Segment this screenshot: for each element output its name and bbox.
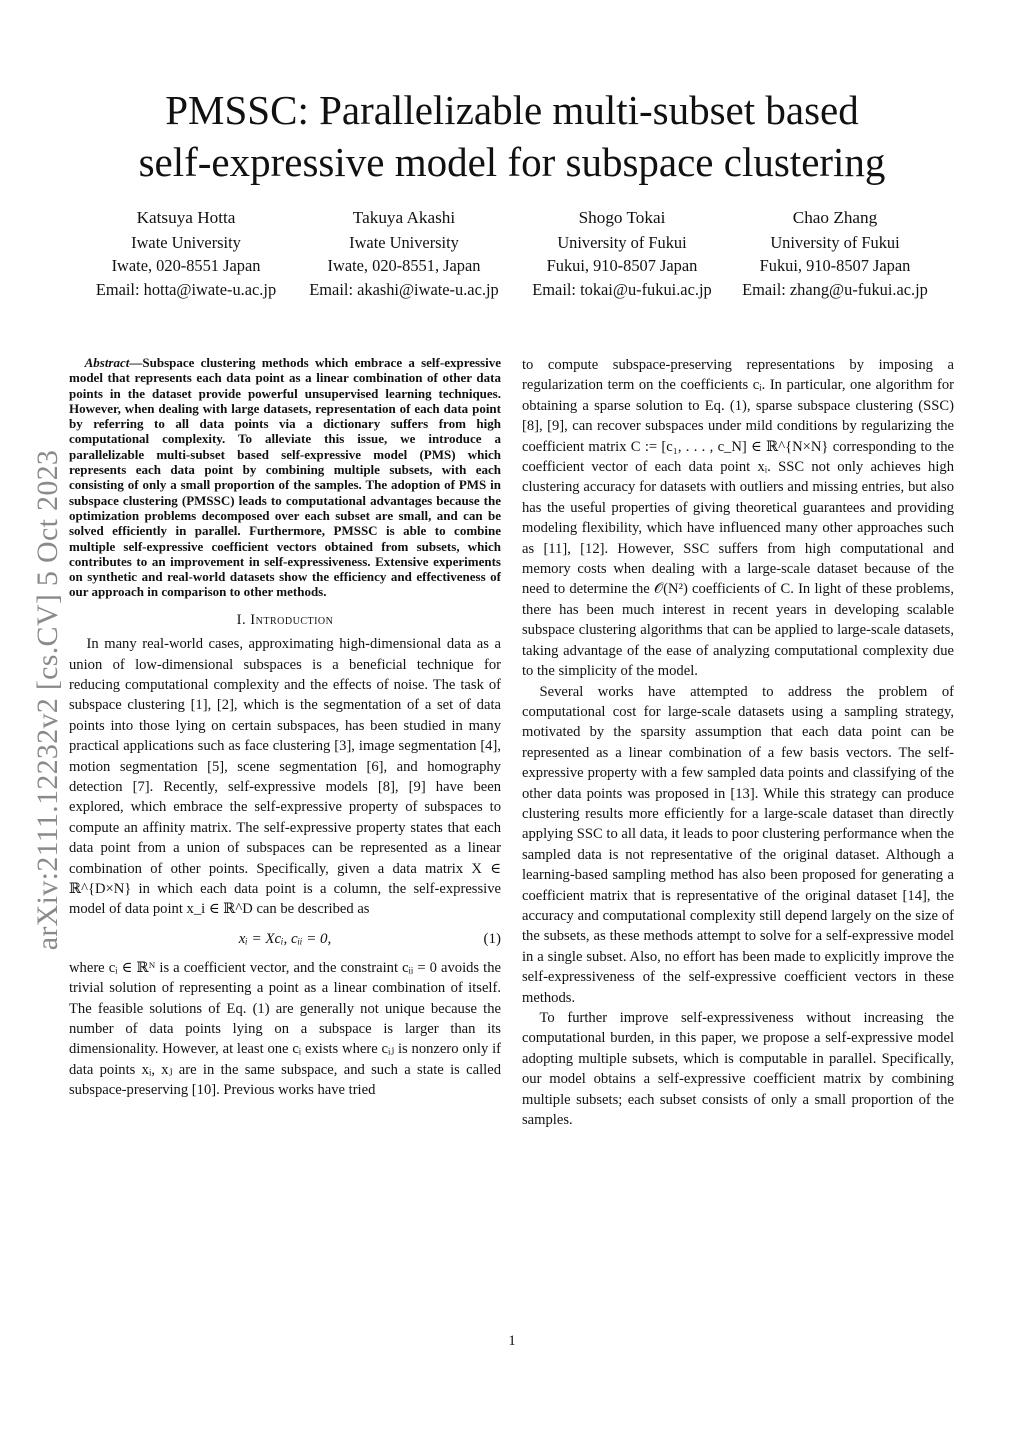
section-title: Introduction [250,611,334,628]
right-paragraph-2: Several works have attempted to address the problem of computational cost for large-scale datasets using a sampling strategy, motivated by the sparsity assumption that each data point can be represented as a linear combination of a few basis vectors. The self-expressive property with a few sampled data points and classifying of the other data points was proposed in [13]. While this strategy can produce clustering results more efficiently for a large-scale dataset than directly applying SSC to all data, it leads to poor clustering performance when the sampled data is not representative of the original dataset. Although a learning-based sampling method has also been proposed for generating a coefficient matrix that is representative of the original dataset [14], the accuracy and computational complexity still depend largely on the size of the subsets, as these methods attempt to solve for a self-expressive model in a single subset. Also, no effort has been made to explicitly improve the self-expressiveness of the self-expressive coefficient vectors in these methods. [522,683,954,1006]
page-number: 1 [508,1333,516,1349]
author-name: Katsuya Hotta [136,208,236,227]
author-address: Iwate, 020-8551 Japan [111,256,261,275]
title-line-1: PMSSC: Parallelizable multi-subset based [165,87,859,133]
equation-number: (1) [483,930,501,947]
intro-paragraph-2: where cᵢ ∈ ℝᴺ is a coefficient vector, and the constraint cᵢᵢ = 0 avoids the trivial solution of representing a point as a linear combination of itself. The feasible solutions of Eq. (1) are generally not unique because the number of data points lying on a subspace is larger than its dimensionality. However, at least one cᵢ exists where cᵢⱼ is nonzero only if data points xᵢ, xⱼ are in the same subspace, and such a state is called subspace-preserving [10]. Previous works have tried [69,959,501,1099]
equation-body: xᵢ = Xcᵢ, cᵢᵢ = 0, [238,930,332,947]
author-name: Chao Zhang [792,208,878,227]
author-affiliation: Iwate University [349,232,459,252]
paper-title [60,84,964,188]
right-column [522,355,954,1130]
author-4 [720,206,950,301]
intro-paragraph-1: In many real-world cases, approximating high-dimensional data as a union of low-dimensional subspaces is a beneficial technique for reducing computational complexity and the effects of noise. The task of subspace clustering [1], [2], which is the segmentation of a set of data points into those lying on certain subspaces, has been studied in many practical applications such as face clustering [3], image segmentation [4], motion segmentation [5], scene segmentation [6], and homography detection [7]. Recently, self-expressive models [8], [9] have been explored, which embrace the self-expressive property of subspaces to compute an affinity matrix. The self-expressive property states that each data point from a union of subspaces can be represented as a linear combination of other points. Specifically, given a data matrix X ∈ ℝ^{D×N} in which each data point is a column, the self-expressive model of data point x_i ∈ ℝ^D can be described as [69,636,501,918]
author-3 [507,206,737,301]
author-2 [289,206,519,301]
author-block [80,206,944,306]
author-affiliation: Iwate University [131,232,241,252]
author-affiliation: University of Fukui [557,232,687,252]
author-name: Takuya Akashi [352,208,456,227]
title-line-2: self-expressive model for subspace clustering [138,139,886,185]
author-address: Fukui, 910-8507 Japan [546,256,698,275]
abstract-label: Abstract [84,355,130,370]
abstract-text: —Subspace clustering methods which embrace a self-expressive model that represents each data point as a linear combination of other data points in the dataset provide powerful unsupervised learning techniques. However, when dealing with large datasets, representation of each data point by referring to all data points via a dictionary suffers from high computational complexity. To alleviate this issue, we introduce a parallelizable multi-subset based self-expressive model (PMS) which represents each data point by combining multiple subsets, with each consisting of only a small proportion of the samples. The adoption of PMS in subspace clustering (PMSSC) leads to computational advantages because the optimization problems decomposed over each subset are small, and can be solved efficiently in parallel. Furthermore, PMSSC is able to combine multiple self-expressive coefficient vectors obtained from subsets, which contributes to an improvement in self-expressiveness. Extensive experiments on synthetic and real-world datasets show the efficiency and effectiveness of our approach in comparison to other methods. [69,355,501,600]
section-heading [69,610,501,630]
author-affiliation: University of Fukui [770,232,900,252]
author-name: Shogo Tokai [578,208,666,227]
right-paragraph-3: To further improve self-expressiveness without increasing the computational burden, in this paper, we propose a self-expressive model adopting multiple subsets, which is computable in parallel. Specifically, our model obtains a self-expressive coefficient matrix by combining multiple subsets; each subset consists of only a small proportion of the samples. [522,1010,954,1129]
author-address: Iwate, 020-8551, Japan [327,256,481,275]
equation-1 [69,926,501,952]
left-column [69,355,501,1101]
section-number: I. [236,611,247,628]
author-email: Email: tokai@u-fukui.ac.jp [532,279,712,299]
author-email: Email: akashi@iwate-u.ac.jp [309,279,499,299]
right-paragraph-1: to compute subspace-preserving representations by imposing a regularization term on the coefficients cᵢ. In particular, one algorithm for obtaining a sparse solution to Eq. (1), sparse subspace clustering (SSC) [8], [9], can recover subspaces under mild conditions by regularizing the coefficient matrix C := [c₁, . . . , c_N] ∈ ℝ^{N×N} corresponding to the coefficient vector of each data point xᵢ. SSC not only achieves high clustering accuracy for datasets with outliers and missing entries, but also has the useful properties of giving theoretical guarantees and providing modeling flexibility, which have influenced many other approaches such as [11], [12]. However, SSC suffers from high computational and memory costs when dealing with a large-scale dataset because of the need to determine the 𝒪(N²) coefficients of C. In light of these problems, there has been much interest in recent years in developing scalable subspace clustering algorithms that can be applied to large-scale datasets, taking advantage of the ease of analyzing computational complexity due to the simplicity of the model. [522,357,954,680]
abstract [69,355,501,600]
author-email: Email: hotta@iwate-u.ac.jp [95,279,277,299]
author-email: Email: zhang@u-fukui.ac.jp [742,279,928,299]
author-1 [71,206,301,301]
author-address: Fukui, 910-8507 Japan [759,256,911,275]
